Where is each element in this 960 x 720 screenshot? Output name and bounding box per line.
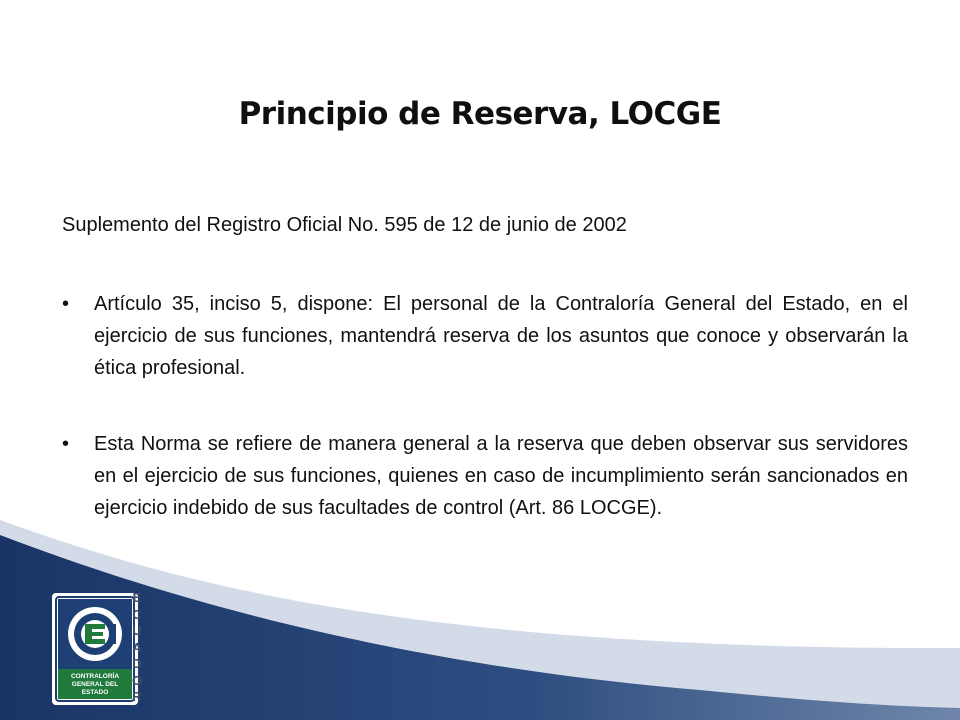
ecuador-letter: C — [132, 606, 142, 622]
bullet-list — [62, 288, 908, 568]
list-item — [62, 428, 908, 524]
slide-subtitle: Suplemento del Registro Oficial No. 595 de 12 de junio de 2002 — [62, 214, 627, 236]
ecuador-letter: D — [132, 656, 142, 671]
ecuador-vertical-text — [129, 590, 145, 706]
bullet-marker: • — [62, 293, 70, 315]
bullet-marker: • — [62, 433, 70, 455]
logo-caption: CONTRALORÍA GENERAL DEL ESTADO — [58, 671, 132, 699]
ecuador-letter: O — [131, 672, 143, 688]
ecuador-letter: R — [132, 689, 142, 704]
bullet-text: Artículo 35, inciso 5, dispone: El personal de la Contraloría General del Estado, en el ejercicio de sus funciones, mantendrá reserva de los asuntos que conoce y observarán la ética profesional. — [94, 293, 908, 379]
list-item — [62, 288, 908, 384]
slide-title: Principio de Reserva, LOCGE — [238, 96, 722, 132]
ecuador-letter: E — [132, 590, 142, 605]
ecuador-letter: A — [132, 639, 142, 655]
contraloria-logo — [52, 593, 138, 705]
bullet-text: Esta Norma se refiere de manera general a la reserva que deben observar sus servidores en el ejercicio de sus funciones, quienes en caso de incumplimiento serán sancionados en ejercicio indebido de sus facultades de control (Art. 86 LOCGE). — [94, 433, 908, 519]
ecuador-letter: U — [132, 623, 142, 638]
